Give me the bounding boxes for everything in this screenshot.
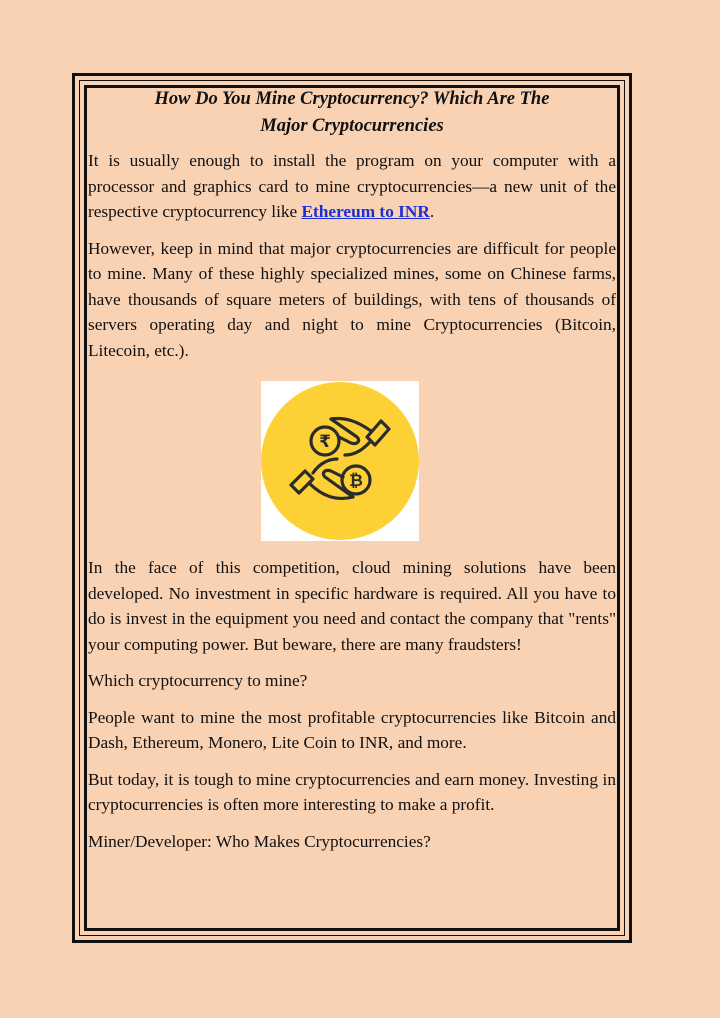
rupee-symbol: ₹ — [319, 432, 331, 452]
paragraph-which-to-mine: Which cryptocurrency to mine? — [88, 671, 308, 690]
page-title — [88, 86, 616, 140]
paragraph-intro-end: . — [429, 202, 435, 221]
title-line-1: How Do You Mine Cryptocurrency? Which Are The — [154, 89, 550, 109]
bitcoin-symbol: ₿ — [349, 471, 363, 491]
paragraph-miner-developer: Miner/Developer: Who Makes Cryptocurrencies? — [88, 831, 431, 851]
paragraph-intro — [88, 148, 616, 225]
paragraph-cloud-mining: In the face of this competition, cloud mining solutions have been developed. No investment in specific hardware is required. All you have to do is invest in the equipment you need and contact the company that "rents" your computing power. But beware, there are many fraudsters! — [88, 558, 616, 654]
paragraph-investing: But today, it is tough to mine cryptocurrencies and earn money. Investing in cryptocurrencies is often more interesting to make a profit. — [88, 769, 616, 814]
title-line-2: Major Cryptocurrencies — [260, 116, 444, 136]
ethereum-to-inr-link[interactable]: Ethereum to INR — [301, 202, 430, 221]
paragraph-profitable: People want to mine the most profitable cryptocurrencies like Bitcoin and Dash, Ethereum, Monero, Lite Coin to INR, and more. — [88, 707, 616, 752]
yellow-circle — [261, 382, 419, 540]
document-body — [88, 86, 616, 854]
currency-exchange-hands-icon — [261, 381, 419, 541]
paragraph-difficulty: However, keep in mind that major cryptocurrencies are difficult for people to mine. Many of these highly specialized mines, some on Chinese farms, have thousands of square meters of buildings, with tens of thousands of servers operating day and night to mine Cryptocurrencies (Bitcoin, Litecoin, etc.). — [88, 238, 616, 360]
currency-exchange-illustration — [261, 381, 419, 541]
paragraph-intro-text: It is usually enough to install the program on your computer with a processor and graphics card to mine cryptocurrencies—a new unit of the respective cryptocurrency like — [88, 151, 616, 221]
